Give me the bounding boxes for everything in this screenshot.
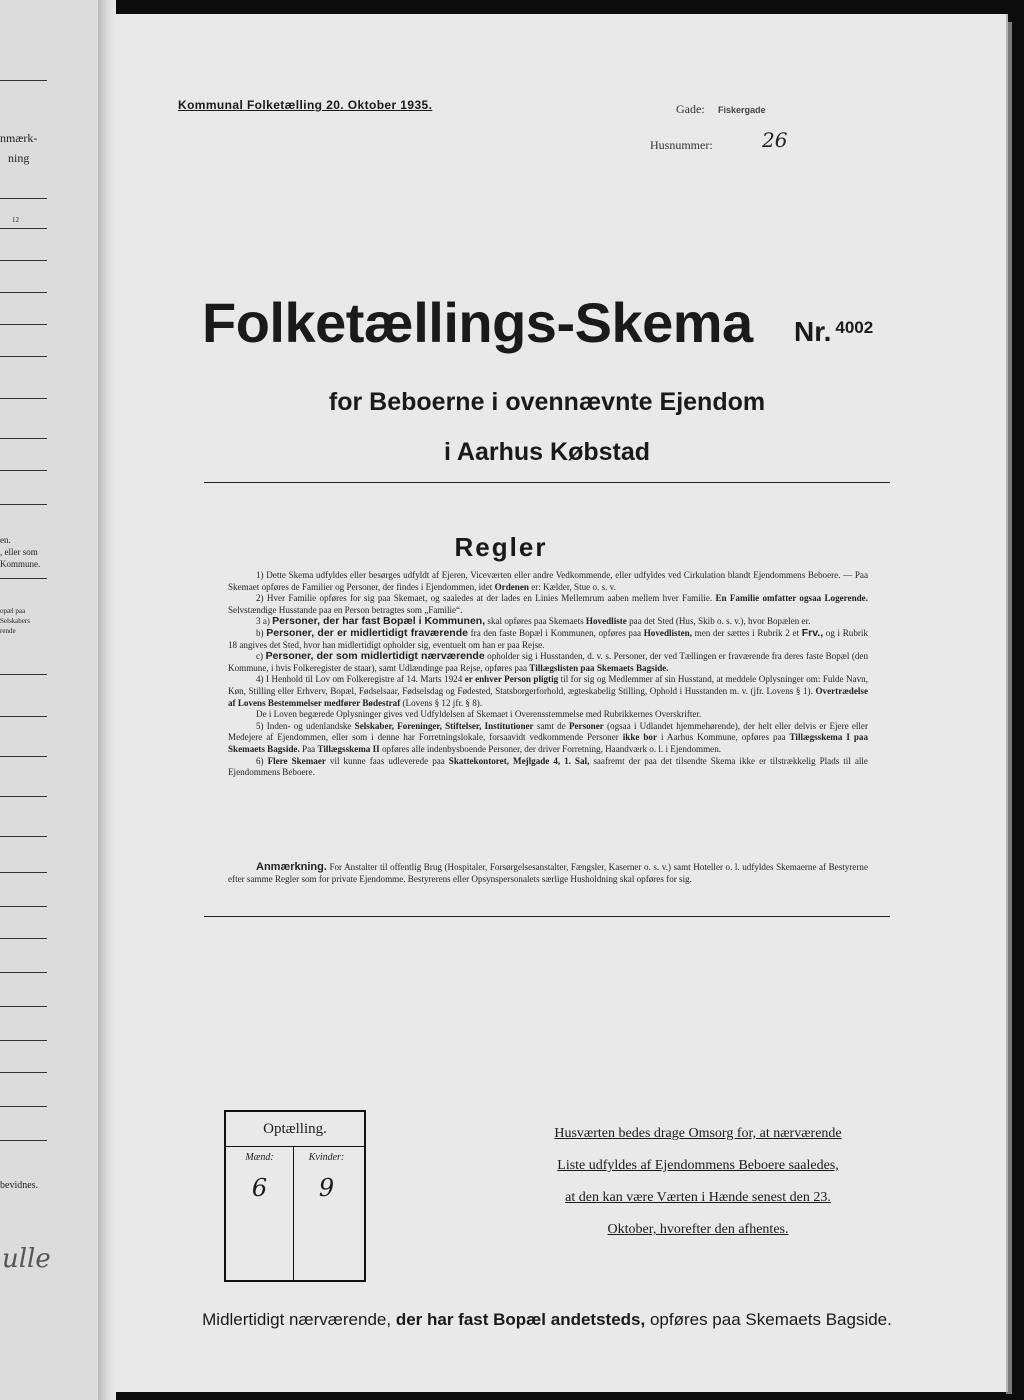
left-rule	[0, 1106, 47, 1107]
left-text: 12	[12, 216, 19, 224]
census-header-line: Kommunal Folketælling 20. Oktober 1935.	[178, 98, 433, 112]
rule-6: 6) Flere Skemaer vil kunne faas udleverede paa Skattekontoret, Mejlgade 4, 1. Sal, saafremt der paa det tilsendte Skema ikke er tilstrækkelig Plads til alle Ejendommens Beboere.	[228, 755, 868, 778]
form-number-value: 4002	[835, 318, 874, 337]
form-number-label: Nr.	[794, 316, 832, 347]
left-rule	[0, 1140, 47, 1141]
left-rule	[0, 756, 47, 757]
form-title: Folketællings-Skema	[202, 291, 753, 354]
divider	[204, 916, 890, 917]
left-rule	[0, 260, 47, 261]
left-rule	[0, 438, 47, 439]
annotation-label: Anmærkning.	[256, 861, 327, 873]
count-box-divider	[293, 1146, 294, 1280]
left-text: Kommune.	[0, 559, 41, 569]
left-rule	[0, 716, 47, 717]
left-rule	[0, 1040, 47, 1041]
left-rule	[0, 872, 47, 873]
left-rule	[0, 796, 47, 797]
landlord-note-line: at den kan være Værten i Hænde senest den 23.	[565, 1190, 831, 1205]
count-box	[224, 1110, 366, 1282]
annotation-note	[228, 862, 868, 885]
left-page-fragment	[0, 0, 99, 1400]
left-rule	[0, 292, 47, 293]
left-text: rende	[0, 627, 16, 635]
left-text: ning	[8, 151, 30, 165]
left-text: Selskabers	[0, 617, 30, 625]
rule-4-note: De i Loven begærede Oplysninger gives ved Udfyldelsen af Skemaet i Overensstemmelse med Rubrikkernes Overskrifter.	[256, 709, 702, 720]
men-count: 6	[251, 1174, 268, 1202]
left-text: en.	[0, 535, 11, 545]
left-rule	[0, 356, 47, 357]
women-count: 9	[318, 1174, 335, 1202]
left-rule	[0, 1072, 47, 1073]
landlord-note	[520, 1118, 876, 1246]
rule-5: 5) Inden- og udenlandske Selskaber, Foreninger, Stiftelser, Institutioner samt de Personer (ogsaa i Udlandet hjemmehørende), der helt eller delvis er Ejere eller Medejere af Ejendommen, eller som i denne har Forretningslokale, forsaavidt vedkommende Personer ikke bor i Aarhus Kommune, opføres paa Tillægsskema I paa Skemaets Bagside. Paa Tillægsskema II opføres alle indenbysboende Personer, der driver Forretning, Haandværk o. l. i Ejendommen.	[228, 720, 868, 754]
left-rule	[0, 504, 47, 505]
rules-heading: Regler	[454, 532, 548, 562]
left-rule	[0, 1006, 47, 1007]
left-rule	[0, 972, 47, 973]
landlord-note-line: Oktober, hvorefter den afhentes.	[607, 1222, 789, 1237]
left-rule	[0, 578, 47, 579]
landlord-note-line: Liste udfyldes af Ejendommens Beboere saaledes,	[557, 1158, 839, 1173]
form-location: i Aarhus Købstad	[443, 438, 651, 466]
form-number	[794, 316, 873, 348]
annotation-text: For Anstalter til offentlig Brug (Hospitaler, Forsørgelsesanstalter, Fængsler, Kaserner o. s. v.) samt Hoteller o. l. udfyldes Skemaerne af Bestyrerne efter samme Regler som for private Ejendomme. Bestyrerens eller Opsynspersonalets særlige Husholdning skal opføres for sig.	[228, 862, 869, 884]
rule-3b: b) Personer, der er midlertidigt fraværende fra den faste Bopæl i Kommunen, opføres paa Hovedlisten, men der sættes i Rubrik 2 et Frv., og i Rubrik 18 angives det Sted, hvor han midlertidigt opholder sig, eventuelt om han er paa Rejse.	[228, 626, 869, 650]
rule-1: 1) Dette Skema udfyldes eller besørges udfyldt af Ejeren, Viceværten eller andre Vedkommende, eller udfyldes ved Cirkulation blandt Ejendommens Beboere. — Paa Skemaet opføres de Familier og Personer, der findes i Ejendommen, idet Ordenen er: Kælder, Stue o. s. v.	[228, 570, 868, 592]
landlord-note-line: Husværten bedes drage Omsorg for, at nærværende	[554, 1126, 842, 1141]
left-rule	[0, 938, 47, 939]
rule-3c: c) Personer, der som midlertidigt nærværende opholder sig i Husstanden, d. v. s. Personer, der ved Tællingen er fraværende fra deres faste Bopæl (den Kommune, i hvis Folkeregister de staar), samt Udlændinge paa Rejse, opføres paa Tillægslisten paa Skemaets Bagside.	[228, 650, 869, 673]
left-rule	[0, 470, 47, 471]
women-label: Kvinder:	[308, 1152, 345, 1163]
left-text: nmærk-	[0, 131, 38, 145]
count-box-title: Optælling.	[226, 1112, 364, 1147]
rule-2: 2) Hver Familie opføres for sig paa Skemaet, og saaledes at der lades en Linies Mellemrum aaben mellem hver Familie. En Familie omfatter ogsaa Logerende. Selvstændige Husstande paa en Person betragtes som „Familie“.	[228, 593, 868, 615]
rule-4: 4) I Henhold til Lov om Folkeregistre af 14. Marts 1924 er enhver Person pligtig til for sig og Medlemmer af sin Husstand, at meddele Oplysninger om: Fulde Navn, Køn, Stilling eller Erhverv, Bopæl, Fødselsaar, Fødselsdag og Fødested, Statsborgerforhold, ægteskabelig Stilling, Ophold i Husstanden m. v. (jfr. Lovens § 1). Overtrædelse af Lovens Bestemmelser medfører Bødestraf (Lovens § 12 jfr. § 8).	[228, 674, 868, 708]
page-fold	[98, 0, 116, 1400]
left-rule	[0, 228, 47, 229]
left-rule	[0, 836, 47, 837]
footer-note	[116, 1310, 978, 1330]
form-subtitle: for Beboerne i ovennævnte Ejendom	[328, 388, 766, 416]
left-rule	[0, 906, 47, 907]
footer-part-bold: der har fast Bopæl andetsteds,	[395, 1310, 646, 1329]
left-scribble: ulle	[2, 1244, 51, 1274]
footer-part: Midlertidigt nærværende,	[202, 1310, 392, 1329]
street-value: Fiskergade	[718, 105, 766, 115]
street-label: Gade:	[676, 102, 705, 116]
left-rule	[0, 324, 47, 325]
left-rule	[0, 674, 47, 675]
left-text: bevidnes.	[0, 1180, 39, 1191]
footer-part: opføres paa Skemaets Bagside.	[649, 1310, 892, 1329]
census-form-page	[116, 14, 1008, 1392]
house-number-value: 26	[762, 128, 788, 152]
left-rule	[0, 80, 47, 81]
men-label: Mænd:	[245, 1152, 274, 1163]
rules-text	[228, 570, 868, 779]
left-rule	[0, 198, 47, 199]
left-text: opæl paa	[0, 607, 26, 615]
divider	[204, 482, 890, 483]
left-text: , eller som	[0, 547, 38, 557]
house-number-label: Husnummer:	[650, 138, 713, 152]
left-rule	[0, 398, 47, 399]
rule-3a: 3 a) Personer, der har fast Bopæl i Kommunen, skal opføres paa Skemaets Hovedliste paa det Sted (Hus, Skib o. s. v.), hvor Bopælen er.	[256, 615, 811, 628]
